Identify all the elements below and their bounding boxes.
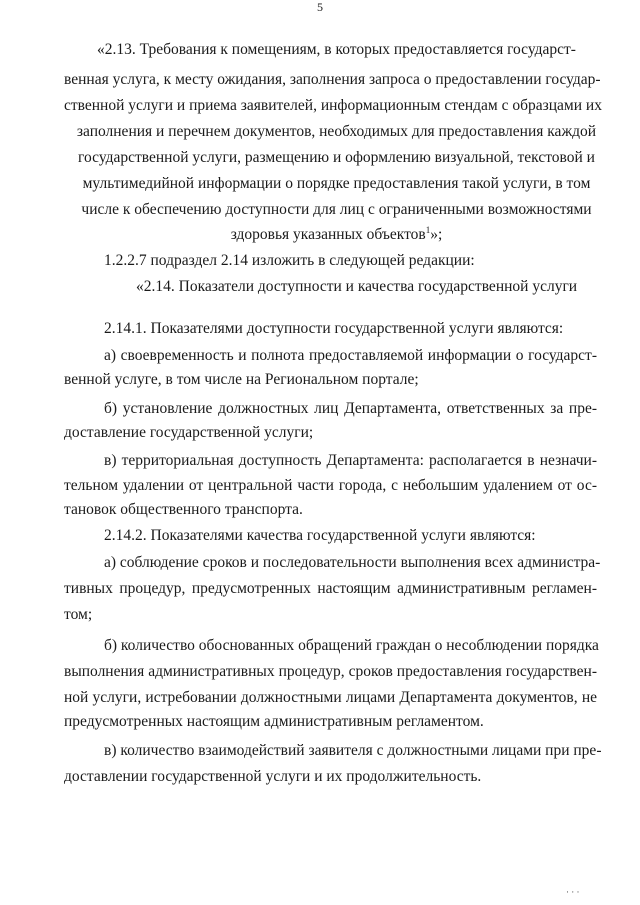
item-v-line-2: тельном удалении от центральной части города, с небольшим удалением от ос- xyxy=(64,477,597,494)
quality-a-line-3: том; xyxy=(64,606,93,623)
subsection-2-14-2: 2.14.2. Показателями качества государственной услуги являются: xyxy=(104,527,536,544)
text-line-7: числе к обеспечению доступности для лиц с ограниченными возможностями xyxy=(81,201,592,218)
item-b-line-2: доставление государственной услуги; xyxy=(64,424,314,441)
quality-a-line-2: тивных процедур, предусмотренных настоящим административным регламен- xyxy=(64,580,597,597)
quality-b-line-2: выполнения административных процедур, сроков предоставления государствен- xyxy=(64,663,597,680)
text-line-5: государственной услуги, размещению и оформлению визуальной, текстовой и xyxy=(78,149,595,166)
section-heading: «2.14. Показатели доступности и качества государственной услуги xyxy=(136,278,578,295)
item-b-line-1: б) установление должностных лиц Департамента, ответственных за пре- xyxy=(104,400,597,417)
text-line-4: заполнения и перечнем документов, необходимых для предоставления каждой xyxy=(76,123,597,140)
footnote-marker: 1 xyxy=(425,224,431,235)
text-line-8 xyxy=(64,225,609,245)
amendment-line: 1.2.2.7 подраздел 2.14 изложить в следующей редакции: xyxy=(104,252,475,269)
text-line-2: венная услуга, к месту ожидания, заполнения запроса о предоставлении государ- xyxy=(64,71,601,88)
text-line-3: ственной услуги и приема заявителей, информационным стендам с образцами их xyxy=(64,97,602,114)
quality-v-line-1: в) количество взаимодействий заявителя с должностными лицами при пре- xyxy=(104,742,602,759)
text-line-1: «2.13. Требования к помещениям, в которых предоставляется государст- xyxy=(97,41,576,58)
quality-b-line-1: б) количество обоснованных обращений граждан о несоблюдении порядка xyxy=(104,637,599,654)
subsection-2-14-1: 2.14.1. Показателями доступности государственной услуги являются: xyxy=(104,320,564,337)
quality-b-line-4: предусмотренных настоящим административным регламентом. xyxy=(64,713,484,730)
quality-a-line-1: а) соблюдение сроков и последовательности выполнения всех администра- xyxy=(104,554,601,571)
scan-marks: · · · xyxy=(566,887,580,897)
item-a-line-1: а) своевременность и полнота предоставляемой информации о государст- xyxy=(104,347,597,364)
item-a-line-2: венной услуге, в том числе на Региональном портале; xyxy=(64,371,419,388)
page-number: 5 xyxy=(317,0,323,14)
item-v-line-3: тановок общественного транспорта. xyxy=(64,501,303,518)
text-line-8-main: здоровья указанных объектов xyxy=(230,226,426,243)
text-line-8-tail: »; xyxy=(430,226,443,243)
text-line-6: мультимедийной информации о порядке предоставления такой услуги, в том xyxy=(82,175,591,192)
quality-v-line-2: доставлении государственной услуги и их продолжительность. xyxy=(64,768,482,785)
item-v-line-1: в) территориальная доступность Департамента: располагается в незначи- xyxy=(104,452,597,469)
quality-b-line-3: ной услуги, истребовании должностными лицами Департамента документов, не xyxy=(64,689,597,706)
